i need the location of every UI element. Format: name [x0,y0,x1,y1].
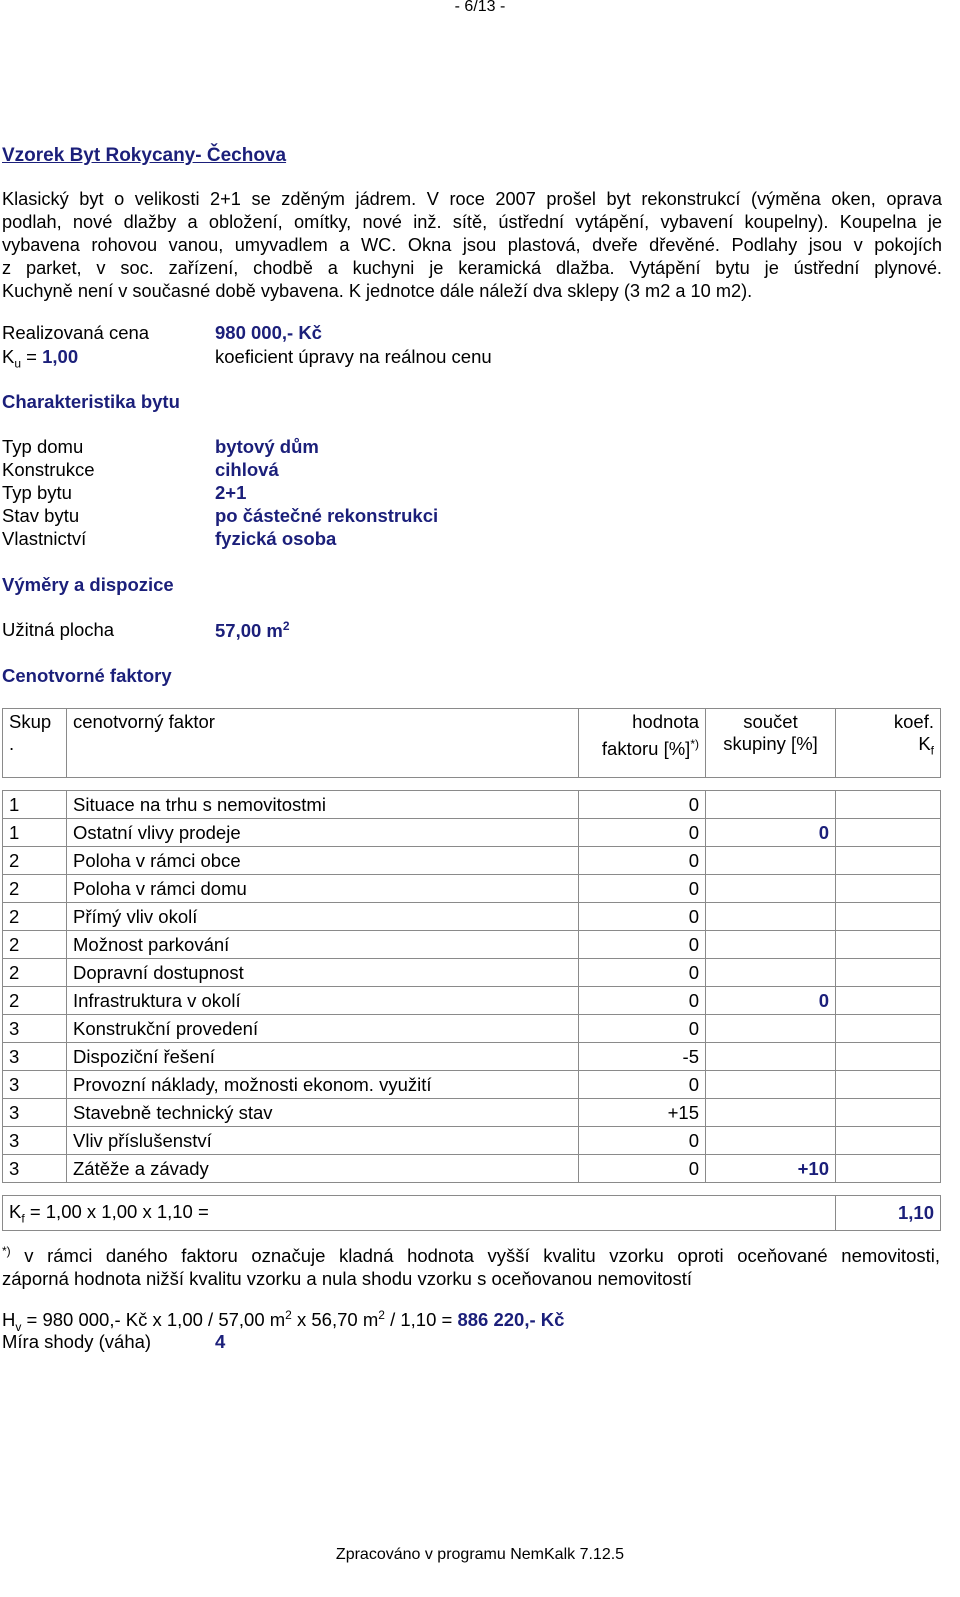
result-value: 886 220,- Kč [457,1309,565,1331]
char-value: bytový dům [215,436,319,457]
table-row: 3 Dispoziční řešení -5 [3,1043,941,1071]
table-row: 2 Dopravní dostupnost 0 [3,959,941,987]
description-line: z parket, v soc. zařízení, chodbě a kuchyni je keramická dlažba. Vytápění bytu je ústřední plynové. [2,258,942,278]
total-value: 1,10 [836,1196,941,1231]
description [2,188,942,303]
footnote-line: záporná hodnota nižší kvalitu vzorku a nula shodu vzorku s oceňovanou nemovitostí [2,1268,693,1290]
table-row: 2 Poloha v rámci domu 0 [3,875,941,903]
char-value: po částečné rekonstrukci [215,505,439,526]
char-label: Konstrukce [2,459,95,480]
total-formula: $K_f = 1,00$ x 1,00 x 1,10 = [3,1196,836,1231]
header-sum: součet skupiny [%] [706,709,836,778]
weight-value: 4 [215,1331,226,1352]
characteristics-heading: Charakteristika bytu [2,391,180,412]
table-row: 3 Konstrukční provedení 0 [3,1015,941,1043]
result-formula: $H_v = 980$ 000,- Kč x 1,00 / 57,00 $m^2$ x 56,70 $m^2 / 1,10 = 886$ 220,- Kč [2,1308,565,1334]
total-row [3,1196,941,1231]
table-row: 1 Ostatní vlivy prodeje 0 0 [3,819,941,847]
char-label: Vlastnictví [2,528,87,549]
header-koef: koef. $K_f$ [836,709,941,778]
ku-description: koeficient úpravy na reálnou cenu [215,346,492,367]
char-value: fyzická osoba [215,528,337,549]
table-row: 3 Provozní náklady, možnosti ekonom. využití 0 [3,1071,941,1099]
table-header [3,709,941,778]
footer-note: Zpracováno v programu NemKalk 7.12.5 [335,1546,625,1563]
header-factor: cenotvorný faktor [67,709,579,778]
table-row: 2 Přímý vliv okolí 0 [3,903,941,931]
sample-title[interactable]: Vzorek Byt Rokycany- Čechova [2,145,287,166]
table-row: 3 Stavebně technický stav +15 [3,1099,941,1127]
table-row: 1 Situace na trhu s nemovitostmi 0 [3,791,941,819]
price-label: Realizovaná cena [2,322,150,343]
table-row: 2 Možnost parkování 0 [3,931,941,959]
ku-value: 1,00 [42,346,79,367]
header-group: Skup . [3,709,67,778]
factors-table [2,708,941,1231]
char-value: 2+1 [215,482,247,503]
factors-heading: Cenotvorné faktory [2,665,172,686]
char-label: Typ domu [2,436,84,457]
footnote [2,1240,940,1290]
description-line: podlah, nové dlažby a obložení, omítky, nové inž. sítě, ústřední vytápění, vybavení koupelny). Koupelna je [2,212,942,232]
table-row: 3 Vliv příslušenství 0 [3,1127,941,1155]
description-line: vybavena rohovou vanou, umyvadlem a WC. Okna jsou plastová, dveře dřevěné. Podlahy jsou v pokojích [2,235,942,255]
page-number: - 6/13 - [454,0,506,15]
table-row: 2 Poloha v rámci obce 0 [3,847,941,875]
footnote-line: *) v rámci daného faktoru označuje kladná hodnota vyšší kvalitu vzorku oproti oceňované nemovitosti, [2,1244,940,1267]
table-row: 2 Infrastruktura v okolí 0 0 [3,987,941,1015]
char-label: Stav bytu [2,505,80,526]
header-value: hodnota faktoru [%]*) [579,709,706,778]
usable-area-value: 57,00 $m^2$ [215,619,290,642]
weight-label: Míra shody (váha) [2,1331,152,1352]
usable-area-label: Užitná plocha [2,619,115,640]
description-line: Klasický byt o velikosti 2+1 se zděným jádrem. V roce 2007 prošel byt rekonstrukcí (výměna oken, oprava [2,189,942,209]
char-label: Typ bytu [2,482,72,503]
price-value: 980 000,- Kč [215,322,322,343]
ku-label: $K_u = 1,00$ [2,346,79,371]
table-row: 3 Zátěže a závady 0 +10 [3,1155,941,1183]
areas-heading: Výměry a dispozice [2,574,174,595]
description-line: Kuchyně není v současné době vybavena. K jednotce dále náleží dva sklepy (3 m2 a 10 m2). [2,281,753,301]
char-value: cihlová [215,459,279,480]
